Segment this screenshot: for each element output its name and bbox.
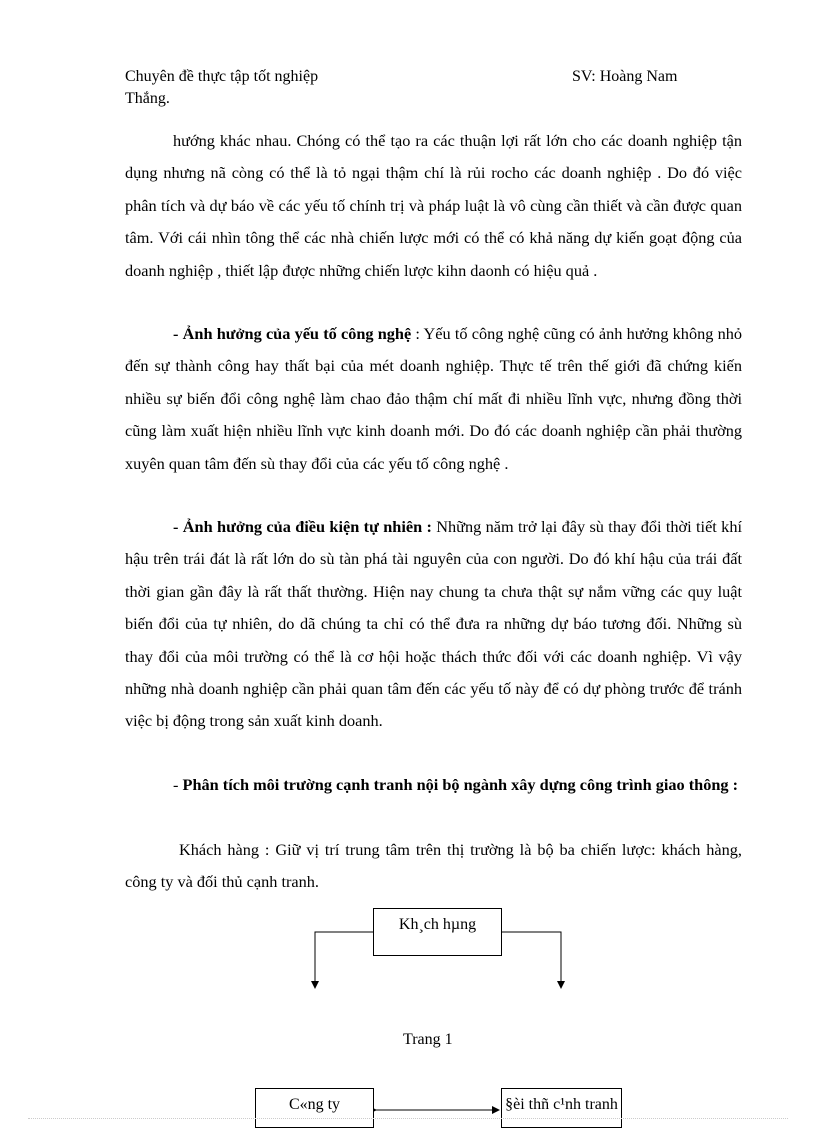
paragraph-technology-text: : Yếu tố công nghệ cũng có ảnh hưởng không nhỏ đến sự thành công hay thất bại của mét doanh nghiệp. Thực tế trên thế giới đã chứng kiến nhiều sự biến đổi công nghệ làm chao đảo thậm chí mất đi nhiều lĩnh vực, nhưng đồng thời cũng làm xuất hiện nhiều lĩnh vực kinh doanh mới. Do đó các doanh nghiệp cần phải thường xuyên quan tâm đến sù thay đổi của các yếu tố công nghệ . [125, 324, 742, 473]
page-break-divider [28, 1118, 788, 1119]
heading-nature: - Ảnh hưởng của điều kiện tự nhiên : [173, 517, 432, 536]
diagram-box-competitor [501, 1088, 622, 1128]
header-continuation: Thắng. [125, 90, 170, 107]
diagram-box-competitor-label: §èi thñ c¹nh tranh [505, 1096, 618, 1113]
heading-competition-dash: - [173, 775, 183, 794]
header-title: Chuyên đề thực tập tốt nghiệp [125, 68, 319, 85]
connector-right [502, 932, 561, 988]
diagram-box-customers [373, 908, 502, 956]
page-number: Trang 1 [403, 1031, 453, 1048]
paragraph-political-text: hướng khác nhau. Chóng có thể tạo ra các thuận lợi rất lớn cho các doanh nghiệp tận dụng nhưng nã còng có thể là tỏ ngại thậm chí là rủi rocho các doanh nghiệp . Do đó việc phân tích và dự báo về các yếu tố chính trị và pháp luật là vô cùng cần thiết và cần được quan tâm. Với cái nhìn tông thể các nhà chiến lược mới có thể có khả năng dự kiến goạt động của doanh nghiệp , thiết lập được những chiến lược kihn daonh có hiệu quả . [125, 131, 742, 280]
diagram-box-company [255, 1088, 374, 1128]
diagram-box-customers-label: Kh¸ch hµng [398, 916, 477, 933]
diagram-box-company-label: C«ng ty [288, 1096, 341, 1113]
heading-competition: Phân tích môi trường cạnh tranh nội bộ ngành xây dựng công trình giao thông : [182, 775, 739, 794]
paragraph-nature-text: Những năm trở lại đây sù thay đổi thời tiết khí hậu trên trái đát là rất lớn do sù tàn phá tài nguyên của con người. Do đó khí hậu của trái đất thời gian gần đây là rất thất thường. Hiện nay chung ta chưa thật sự nắm vững các quy luật biến đổi của tự nhiên, do dã chúng ta chỉ có thể đưa ra những dự báo tương đối. Những sù thay đổi của môi trường có thể là cơ hội hoặc thách thức đối với các doanh nghiệp. Vì vậy những nhà doanh nghiệp cần phải quan tâm đến các yếu tố này để có dự phòng trước để tránh việc bị động trong sản xuất kinh doanh. [125, 517, 742, 731]
paragraph-customers-text: Khách hàng : Giữ vị trí trung tâm trên thị trường là bộ ba chiến lược: khách hàng, công ty và đối thủ cạnh tranh. [125, 840, 742, 892]
header-student: SV: Hoàng Nam [572, 68, 678, 85]
heading-technology: - Ảnh hưởng của yếu tố công nghệ [173, 324, 412, 343]
connector-left [315, 932, 373, 988]
